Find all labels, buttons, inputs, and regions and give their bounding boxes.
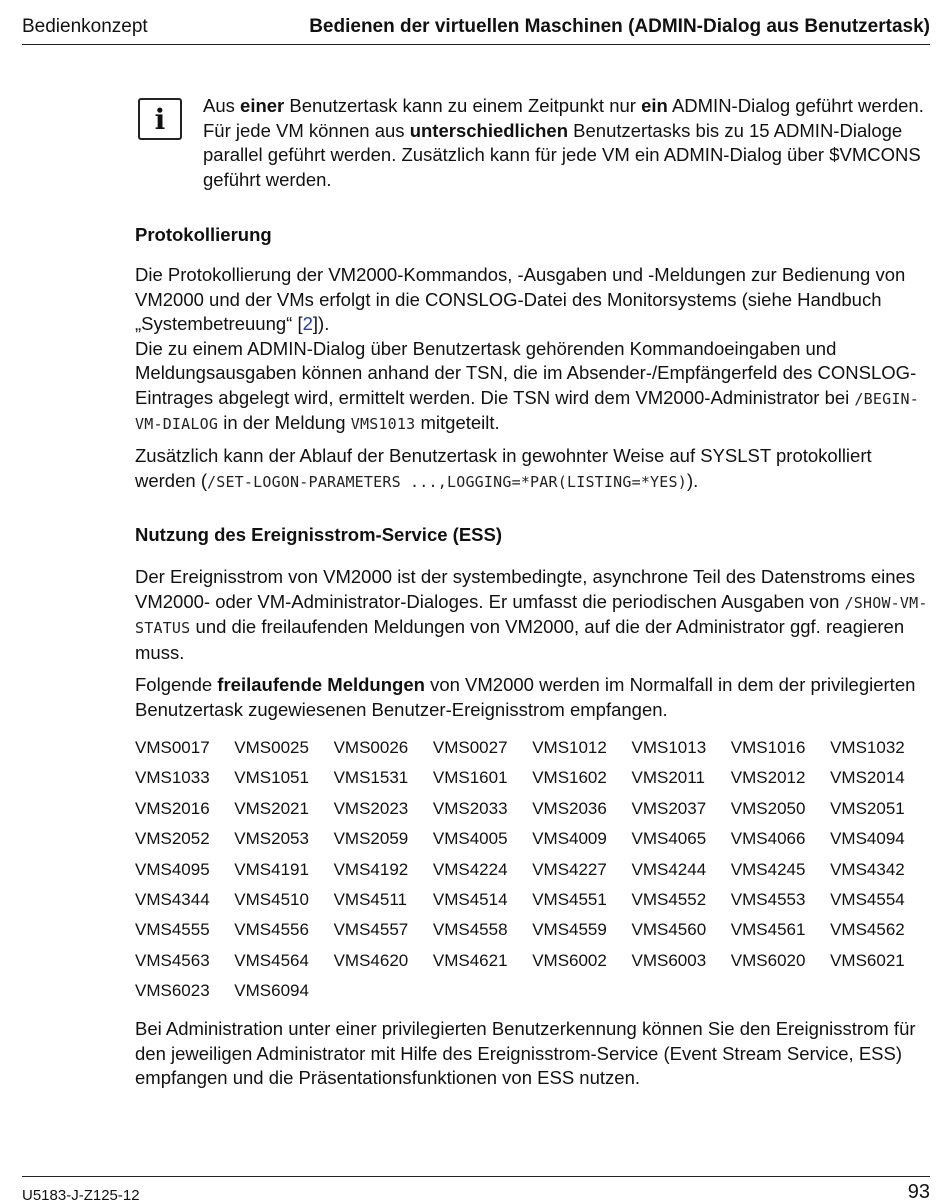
message-code: VMS4344	[135, 890, 210, 909]
header-section-title: Bedienen der virtuellen Maschinen (ADMIN-Dialog aus Benutzertask)	[309, 16, 930, 37]
message-code: VMS2014	[830, 768, 905, 788]
message-code: VMS4005	[432, 829, 508, 849]
text-run: und die freilaufenden Meldungen von VM2000, auf die der Administrator ggf. reagieren muss.	[135, 616, 905, 663]
message-code: VMS1602	[532, 768, 607, 788]
text-run: Bei Administration unter einer privilegierten Benutzerkennung können Sie den Ereignisstrom für den jeweiligen Administrator mit Hilfe des Ereignisstrom-Service (Event Stream Service, ESS) empfangen und die Präsentationsfunktionen von ESS nutzen.	[135, 1018, 916, 1088]
page-header	[22, 14, 930, 45]
page-footer	[22, 1176, 930, 1204]
message-code: VMS6003	[631, 950, 707, 970]
message-code: VMS2059	[333, 829, 409, 849]
command-code: /SHOW-VM-STATUS	[135, 593, 928, 637]
text-run: ]).	[312, 313, 330, 334]
message-code: VMS4511	[333, 890, 407, 909]
emphasis-text: unterschiedlichen	[409, 119, 569, 141]
paragraph-protokollierung-3	[135, 444, 928, 494]
page-number: 93	[907, 1181, 930, 1203]
message-code: VMS4066	[730, 829, 806, 849]
paragraph-protokollierung-1	[135, 263, 928, 337]
message-code: VMS4564	[234, 950, 309, 970]
text-run: Benutzertask kann zu einem Zeitpunkt nur	[284, 95, 642, 116]
paragraph-ess-1	[135, 565, 928, 665]
text-run: Folgende	[135, 674, 218, 695]
info-icon: i	[138, 98, 182, 140]
message-code: VMS4554	[830, 890, 905, 909]
message-code: VMS0026	[333, 738, 409, 757]
message-code: VMS1016	[730, 738, 806, 757]
message-code: VMS4094	[830, 829, 905, 849]
message-code: VMS4555	[135, 920, 210, 940]
message-code: VMS4065	[631, 829, 707, 849]
message-code: VMS2052	[135, 829, 210, 849]
paragraph-ess-3	[135, 1017, 928, 1091]
message-code: VMS1033	[135, 768, 210, 788]
message-code: VMS1531	[333, 768, 409, 788]
message-code: VMS4551	[532, 890, 607, 909]
footer-doc-id: U5183-J-Z125-12	[22, 1187, 140, 1204]
message-code: VMS2016	[135, 798, 210, 818]
paragraph-ess-2	[135, 673, 928, 722]
reference-link[interactable]: 2	[302, 313, 313, 334]
message-code: VMS4224	[432, 859, 508, 879]
message-code: VMS0017	[135, 738, 210, 757]
message-code: VMS4560	[631, 920, 707, 940]
text-run: Die zu einem ADMIN-Dialog über Benutzertask gehörenden Kommandoeingaben und Meldungsausgaben können anhand der TSN, die im Absender-/Empfängerfeld des CONSLOG-Eintrages abgelegt wird, ermittelt werden. Die TSN wird dem VM2000-Administrator bei	[135, 337, 917, 408]
text-run: Zusätzlich kann der Ablauf der Benutzertask in gewohnter Weise auf SYSLST protokolliert werden (	[135, 445, 872, 491]
message-code: VMS4191	[234, 859, 309, 879]
text-run: Die Protokollierung der VM2000-Kommandos, -Ausgaben und -Meldungen zur Bedienung von VM2000 und der VMs erfolgt in die CONSLOG-Datei des Monitorsystems (siehe Handbuch „Systembetreuung“ [	[135, 264, 906, 334]
message-code: VMS6020	[730, 950, 806, 970]
emphasis-text: ein	[641, 95, 668, 116]
message-code: VMS1601	[432, 768, 508, 788]
message-code: VMS4558	[432, 920, 508, 940]
message-code: VMS2037	[631, 798, 707, 818]
text-run: Benutzertasks bis zu 15 ADMIN-Dialoge parallel geführt werden. Zusätzlich kann für jede VM ein ADMIN-Dialog über $VMCONS geführt werden.	[203, 119, 921, 190]
paragraph-protokollierung-2	[135, 337, 928, 437]
emphasis-text: freilaufende Meldungen	[217, 674, 425, 695]
message-code: VMS4563	[135, 950, 210, 970]
message-code: VMS4620	[333, 950, 409, 970]
message-code: VMS4244	[631, 859, 707, 879]
text-run: ADMIN-Dialog geführt werden. Für jede VM können aus	[203, 95, 924, 141]
message-code: VMS4621	[432, 950, 508, 970]
text-run: ).	[686, 469, 699, 491]
message-code: VMS2051	[830, 798, 905, 818]
message-code: VMS4510	[234, 890, 309, 909]
message-code: VMS2036	[532, 798, 607, 818]
message-code: VMS1012	[532, 738, 607, 757]
message-code: VMS4095	[135, 859, 210, 879]
message-code: VMS4561	[730, 920, 806, 940]
text-run: Aus	[203, 95, 241, 116]
message-code: VMS4192	[333, 859, 409, 879]
info-note	[203, 94, 928, 192]
message-code: VMS6021	[830, 950, 905, 970]
header-chapter: Bedienkonzept	[22, 16, 148, 37]
message-code: VMS2050	[730, 798, 806, 818]
message-code: VMS2011	[631, 768, 705, 788]
info-note-text	[203, 94, 928, 192]
message-code: VMS4009	[532, 829, 607, 849]
text-run: in der Meldung	[218, 412, 351, 433]
message-code: VMS6002	[532, 950, 607, 970]
command-code: VMS1013	[350, 415, 416, 433]
heading-protokollierung: Protokollierung	[135, 224, 272, 245]
message-code: VMS2053	[234, 829, 309, 849]
message-code: VMS4553	[730, 890, 806, 909]
message-code: VMS1013	[631, 738, 707, 757]
emphasis-text: einer	[240, 95, 285, 116]
message-code: VMS1051	[234, 768, 309, 788]
message-code: VMS4557	[333, 920, 409, 940]
command-code: /SET-LOGON-PARAMETERS ...,LOGGING=*PAR(LISTING=*YES)	[206, 472, 687, 491]
message-code: VMS4556	[234, 920, 309, 940]
message-code: VMS1032	[830, 738, 905, 757]
text-run: von VM2000 werden im Normalfall in dem der privilegierten Benutzertask zugewiesenen Benutzer-Ereignisstrom empfangen.	[135, 674, 916, 720]
message-code: VMS2033	[432, 798, 508, 818]
message-code: VMS4245	[730, 859, 806, 879]
message-code: VMS2023	[333, 798, 409, 818]
message-code: VMS4227	[532, 859, 607, 879]
text-run: mitgeteilt.	[415, 412, 500, 433]
message-code: VMS4342	[830, 859, 905, 879]
message-code: VMS0027	[432, 738, 508, 757]
message-code: VMS2012	[730, 768, 806, 788]
message-code: VMS4552	[631, 890, 707, 909]
command-code: /BEGIN-VM-DIALOG	[135, 389, 920, 433]
heading-ess: Nutzung des Ereignisstrom-Service (ESS)	[135, 524, 503, 545]
message-code: VMS4562	[830, 920, 905, 940]
message-code: VMS0025	[234, 738, 309, 757]
text-run: Der Ereignisstrom von VM2000 ist der systembedingte, asynchrone Teil des Datenstroms eines VM2000- oder VM-Administrator-Dialoges. Er umfasst die periodischen Ausgaben von	[135, 566, 916, 612]
message-code: VMS6094	[234, 981, 309, 1001]
message-code: VMS4559	[532, 920, 607, 940]
message-code: VMS2021	[234, 798, 309, 818]
message-code: VMS4514	[432, 890, 508, 909]
message-code: VMS6023	[135, 981, 210, 1001]
